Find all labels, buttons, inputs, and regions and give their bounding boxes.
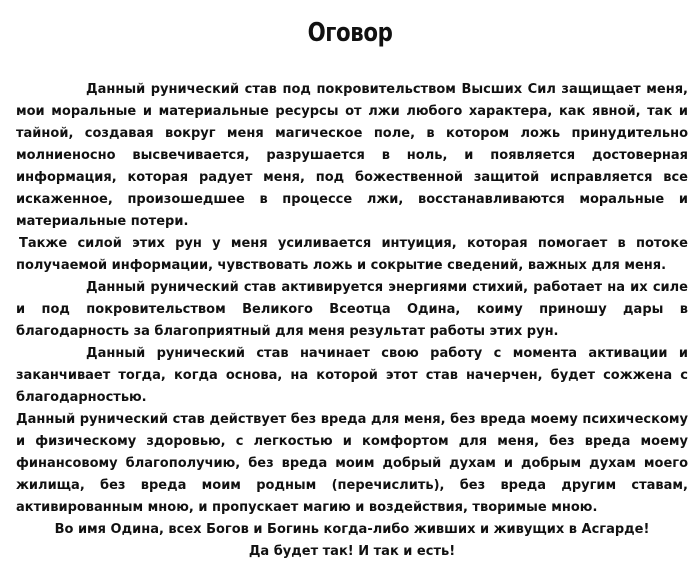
paragraph-intuition: Также силой этих рун у меня усиливается интуиция, которая помогает в потоке получаемой информации, чувствовать ложь и сокрытие сведений, важных для меня. [16,236,688,273]
paragraph-duration: Данный рунический став начинает свою работу с момента активации и заканчивает тогда, когда основа, на которой этот став начерчен, будет сожжена с благодарностью. [16,346,688,405]
document-title: Оговор [307,18,393,48]
paragraph-protection: Данный рунический став под покровительством Высших Сил защищает меня, мои моральные и материальные ресурсы от лжи любого характера, как явной, так и тайной, создавая вокруг меня магическое поле, в котором ложь принудительно молниеносно высвечивается, разрушается в ноль, и появляется достоверная информация, которая радует меня, под божественной защитой исправляется все искаженное, произошедшее в процессе лжи, восстанавливаются моральные и материальные потери. [16,82,688,229]
paragraph-activation: Данный рунический став активируется энергиями стихий, работает на их силе и под покровительством Великого Всеотца Одина, коиму приношу дары в благодарность за благоприятный для меня результат работы этих рун. [16,280,688,339]
document-body [16,79,688,563]
paragraph-closing: Да будет так! И так и есть! [248,544,456,559]
paragraph-conditions: Данный рунический став действует без вреда для меня, без вреда моему психическому и физическому здоровью, с легкостью и комфортом для меня, без вреда моему финансовому благополучию, без вреда моим добрый духам и добрым духам моего жилища, без вреда моим родным (перечислить), без вреда другим ставам, активированным мною, и пропускает магию и воздействия, творимые мною. [16,412,688,515]
paragraph-invocation: Во имя Одина, всех Богов и Богинь когда-либо живших и живущих в Асгарде! [54,522,650,537]
